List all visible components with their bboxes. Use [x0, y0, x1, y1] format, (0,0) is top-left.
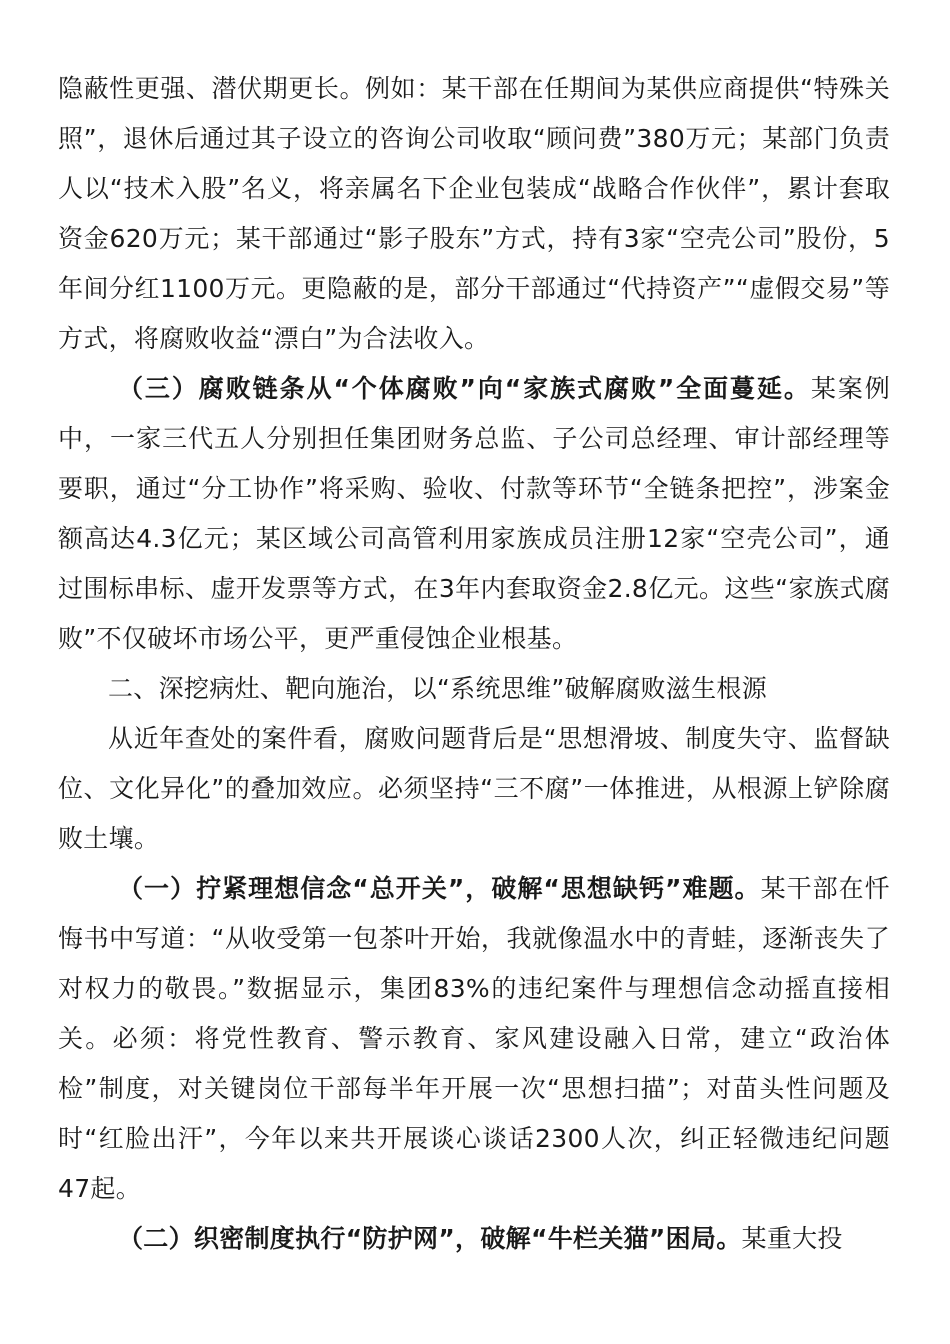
paragraph-text: 某案例中，一家三代五人分别担任集团财务总监、子公司总经理、审计部经理等要职，通过“分工协作”将采购、验收、付款等环节“全链条把控”，涉案金额高达4.3亿元；某区域公司高管利用家族成员注册12家“空壳公司”，通过围标串标、虚开发票等方式，在3年内套取资金2.8亿元。这些“家族式腐败”不仅破坏市场公平，更严重侵蚀企业根基。	[58, 374, 891, 653]
paragraph-text: 隐蔽性更强、潜伏期更长。例如：某干部在任期间为某供应商提供“特殊关照”，退休后通过其子设立的咨询公司收取“顾问费”380万元；某部门负责人以“技术入股”名义，将亲属名下企业包装成“战略合作伙伴”，累计套取资金620万元；某干部通过“影子股东”方式，持有3家“空壳公司”股份，5年间分红1100万元。更隐蔽的是，部分干部通过“代持资产”“虚假交易”等方式，将腐败收益“漂白”为合法收入。	[58, 74, 890, 353]
subsection-heading-1: （一）拧紧理想信念“总开关”，破解“思想缺钙”难题。	[118, 874, 761, 903]
paragraph-text: 某重大投	[741, 1224, 843, 1253]
document-body	[58, 64, 890, 1264]
section-heading-3: （三）腐败链条从“个体腐败”向“家族式腐败”全面蔓延。	[118, 374, 811, 403]
paragraph-intro	[58, 714, 890, 864]
paragraph-text: 从近年查处的案件看，腐败问题背后是“思想滑坡、制度失守、监督缺位、文化异化”的叠加效应。必须坚持“三不腐”一体推进，从根源上铲除腐败土壤。	[58, 724, 890, 853]
subsection-heading-2: （二）织密制度执行“防护网”，破解“牛栏关猫”困局。	[118, 1224, 742, 1253]
paragraph-text: 某干部在忏悔书中写道：“从收受第一包茶叶开始，我就像温水中的青蛙，逐渐丧失了对权力的敬畏。”数据显示，集团83%的违纪案件与理想信念动摇直接相关。必须：将党性教育、警示教育、家风建设融入日常，建立“政治体检”制度，对关键岗位干部每半年开展一次“思想扫描”；对苗头性问题及时“红脸出汗”，今年以来共开展谈心谈话2300人次，纠正轻微违纪问题47起。	[58, 874, 890, 1203]
chapter-heading-2	[58, 664, 890, 714]
chapter-heading-text: 二、深挖病灶、靶向施治，以“系统思维”破解腐败滋生根源	[108, 674, 768, 703]
paragraph-section-3	[58, 364, 890, 664]
paragraph-subsection-2	[58, 1214, 890, 1264]
paragraph-subsection-1	[58, 864, 890, 1214]
paragraph-1	[58, 64, 890, 364]
